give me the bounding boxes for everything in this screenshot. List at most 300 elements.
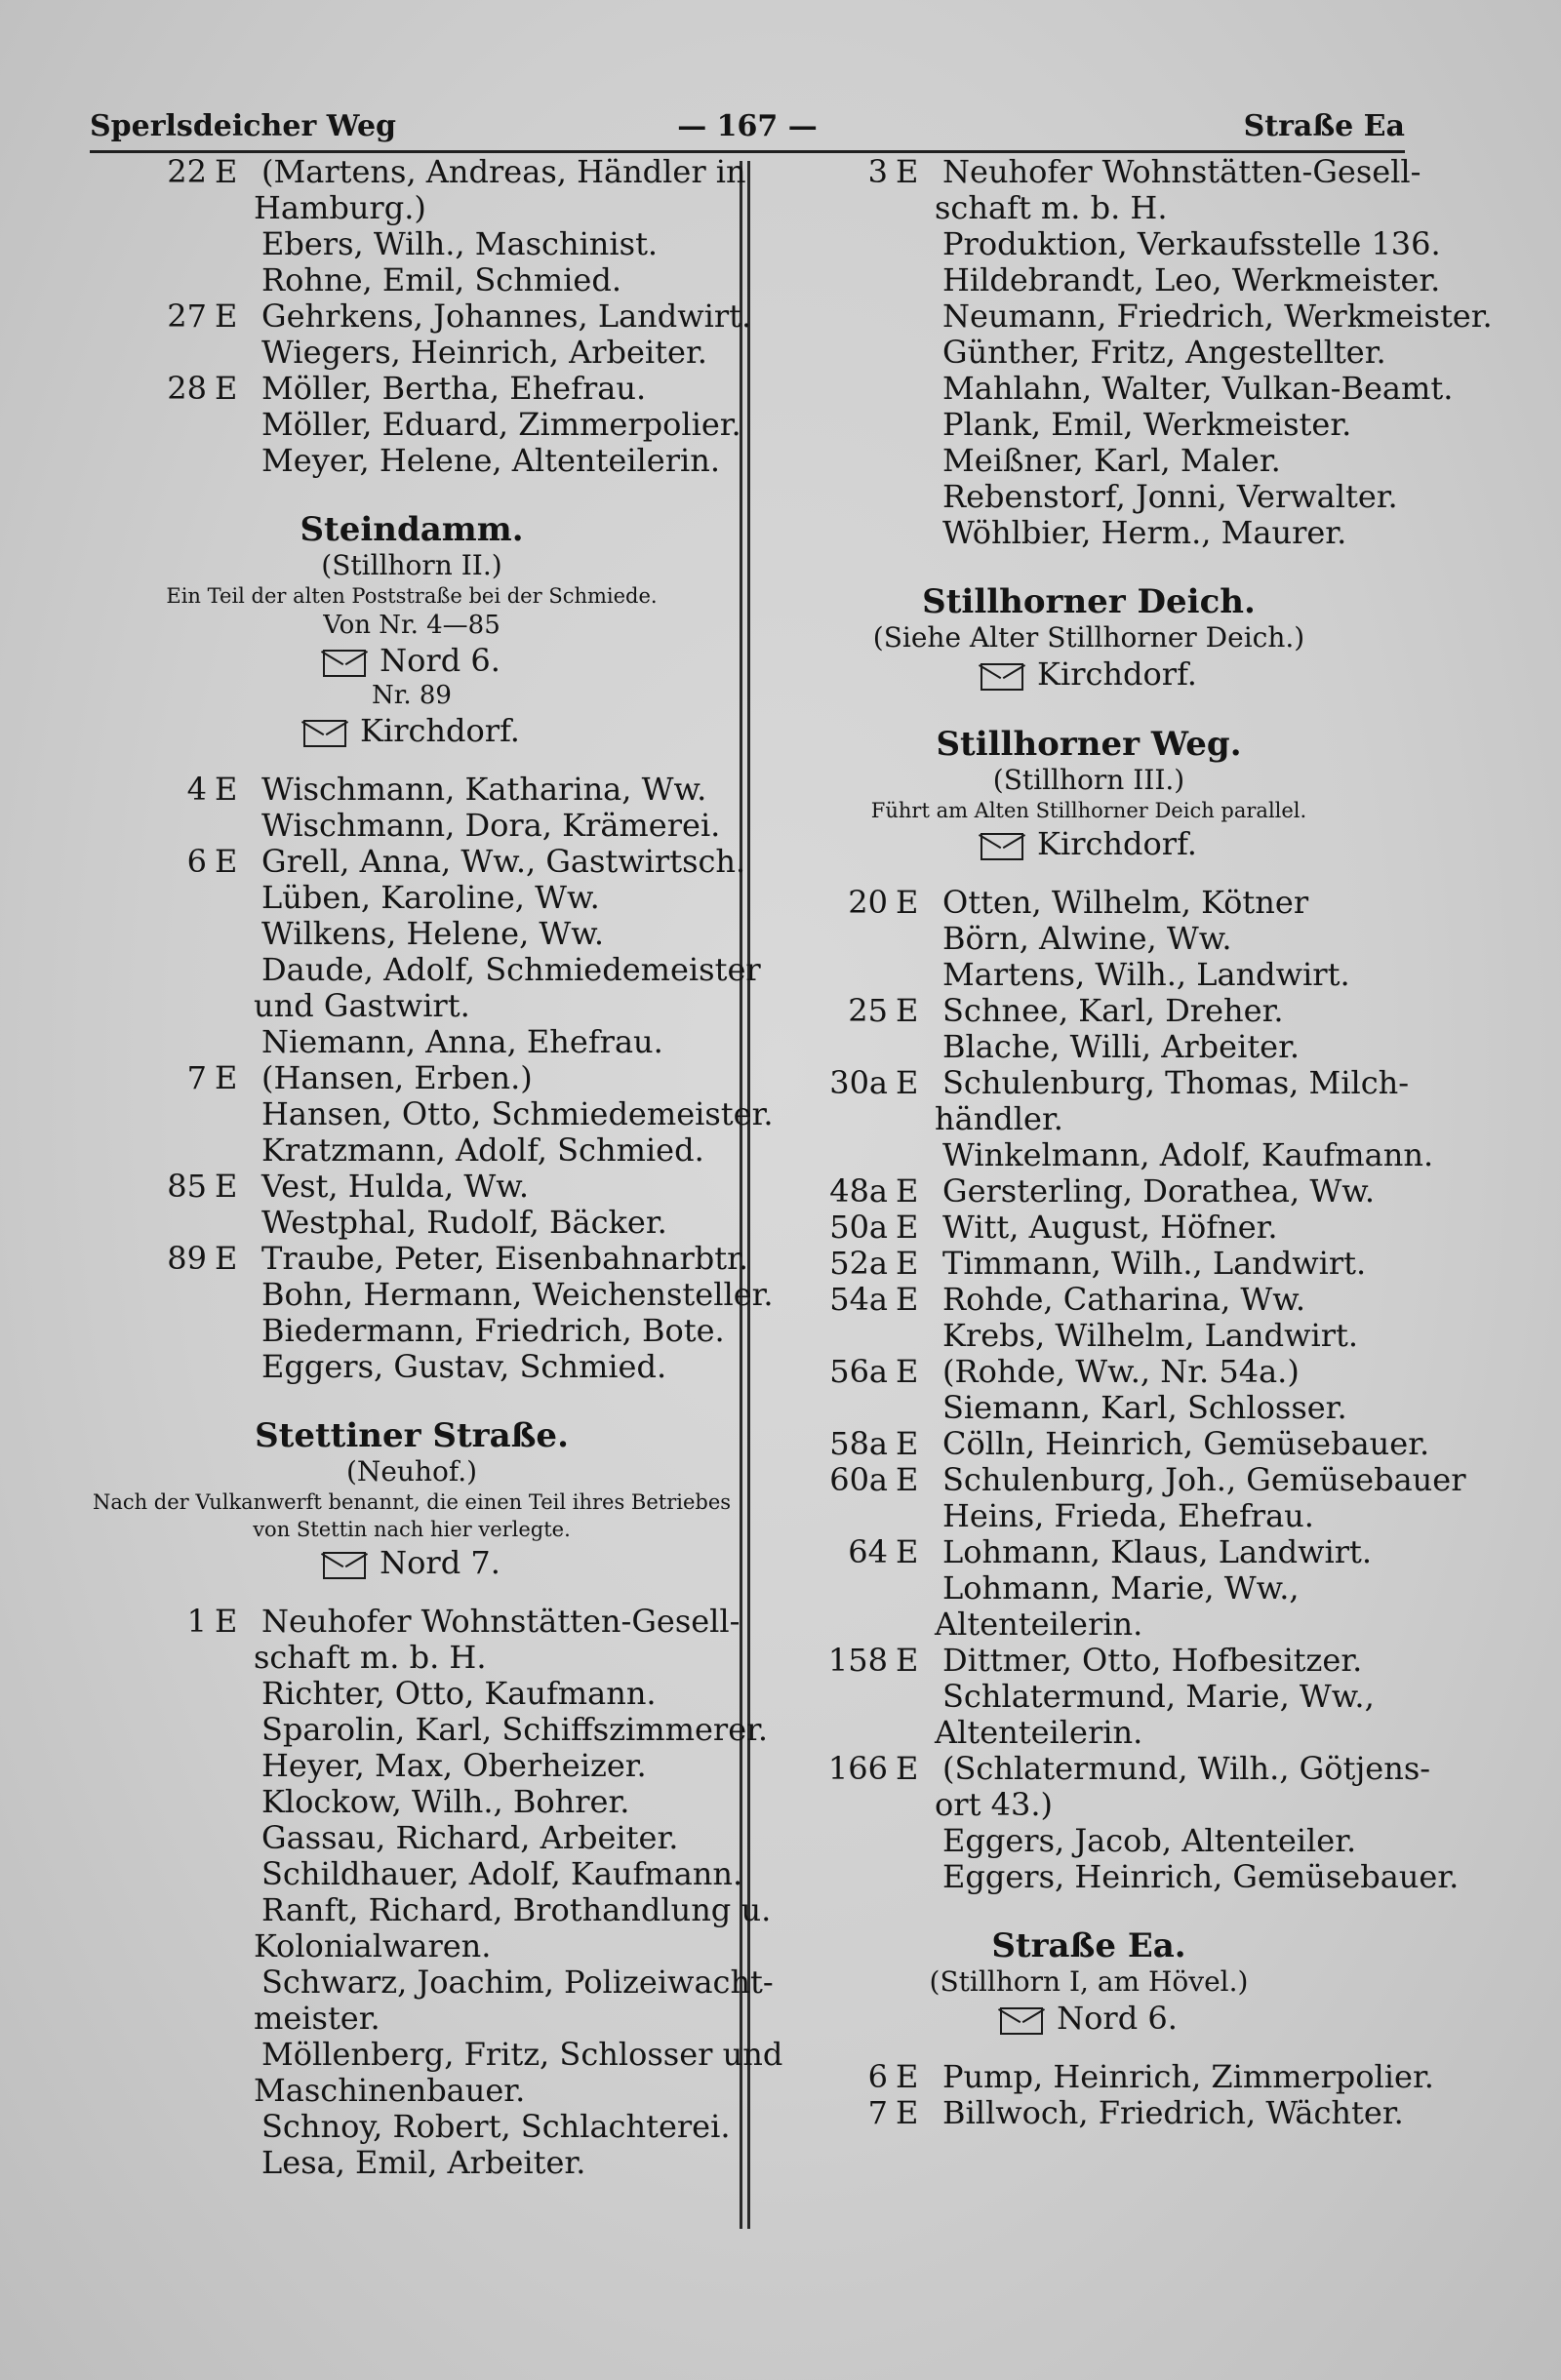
stillhorner-weg-entries [771, 884, 1466, 1895]
envelope-icon [323, 650, 366, 677]
resident-text: Schildhauer, Adolf, Kaufmann. [261, 1855, 743, 1892]
house-number [90, 1205, 215, 1241]
directory-entry [771, 1246, 1407, 1282]
house-number [771, 1137, 896, 1173]
entry-marker [215, 1096, 261, 1132]
left-top-entries [90, 153, 752, 479]
postal-label: Kirchdorf. [1037, 655, 1197, 693]
entry-continuation: ort 43.) [935, 1786, 1053, 1823]
house-number [90, 880, 215, 916]
house-number [90, 443, 215, 479]
directory-entry [771, 153, 1421, 190]
resident-text: Heins, Frieda, Ehefrau. [942, 1497, 1314, 1534]
house-number [771, 1859, 896, 1895]
resident-text: Schlatermund, Marie, Ww., [942, 1678, 1375, 1715]
house-number [90, 1132, 215, 1169]
resident-text: Neuhofer Wohnstätten-Gesell- [942, 153, 1421, 190]
directory-entry [771, 1643, 1407, 1679]
header-right: Straße Ea [1243, 109, 1405, 143]
postal-label: Nord 6. [380, 642, 500, 679]
resident-text: Timmann, Wilh., Landwirt. [942, 1245, 1367, 1282]
house-number [771, 515, 896, 551]
resident-text: Schnee, Karl, Dreher. [942, 992, 1284, 1029]
entry-marker [215, 407, 261, 443]
house-number [90, 1024, 215, 1060]
entry-marker: E [896, 1750, 919, 1787]
resident-text: Wischmann, Dora, Krämerei. [261, 807, 721, 844]
directory-entry [771, 443, 1407, 479]
directory-entry [771, 479, 1407, 515]
directory-entry [90, 1784, 734, 1820]
directory-entry [90, 1276, 774, 1313]
house-number: 48a [829, 1172, 888, 1210]
resident-text: Schulenburg, Thomas, Milch- [942, 1064, 1410, 1101]
house-number: 54a [829, 1281, 888, 1318]
postal-label: Kirchdorf. [1037, 825, 1197, 862]
resident-text: Siemann, Karl, Schlosser. [942, 1389, 1347, 1426]
directory-entry [90, 1169, 734, 1205]
resident-text: Schnoy, Robert, Schlachterei. [261, 2108, 731, 2145]
postal-district-stillhorner-weg [771, 824, 1407, 863]
house-number [90, 1784, 215, 1820]
resident-text: Ranft, Richard, Brothandlung u. [261, 1891, 772, 1928]
house-number [90, 1820, 215, 1856]
right-column [771, 153, 1493, 2131]
house-number [90, 262, 215, 298]
directory-entry [90, 1095, 774, 1132]
directory-entry [771, 2095, 1407, 2131]
entry-continuation: Altenteilerin. [935, 1606, 1143, 1643]
house-number [90, 952, 215, 988]
resident-text: Richter, Otto, Kaufmann. [261, 1675, 657, 1712]
entry-marker [896, 1823, 942, 1859]
entry-continuation: meister. [254, 2000, 380, 2037]
right-top-entries [771, 153, 1493, 551]
house-number [90, 2145, 215, 2181]
house-number [771, 1679, 896, 1715]
resident-text: Rohde, Catharina, Ww. [942, 1281, 1306, 1318]
directory-entry [90, 1676, 734, 1712]
entry-marker [896, 407, 942, 443]
directory-entry [771, 1498, 1407, 1534]
directory-entry [771, 1823, 1407, 1859]
directory-entry [90, 1855, 743, 1892]
resident-text: Wilkens, Helene, Ww. [261, 915, 605, 952]
resident-text: Westphal, Rudolf, Bäcker. [261, 1204, 667, 1241]
entry-marker [896, 479, 942, 515]
section-title-strasse-ea: Straße Ea. [991, 1926, 1186, 1965]
envelope-icon [1000, 2007, 1043, 2035]
entry-marker: E [215, 153, 238, 190]
directory-entry [771, 1029, 1407, 1065]
directory-entry [90, 371, 734, 407]
directory-entry [771, 1173, 1407, 1210]
house-number [90, 1964, 215, 2001]
house-number [90, 1313, 215, 1349]
directory-entry [90, 262, 734, 298]
house-number: 50a [829, 1209, 888, 1246]
steindamm-entries [90, 771, 774, 1385]
resident-text: Daude, Adolf, Schmiedemeister [261, 951, 761, 988]
house-number [90, 1712, 215, 1748]
directory-entry [90, 843, 746, 880]
entry-marker [215, 443, 261, 479]
postal-district-strasse-ea [771, 1999, 1407, 2038]
directory-entry [90, 335, 734, 371]
entry-marker [896, 957, 942, 993]
resident-text: Biedermann, Friedrich, Bote. [261, 1312, 725, 1349]
directory-entry [90, 1132, 734, 1169]
resident-text: Krebs, Wilhelm, Landwirt. [942, 1317, 1359, 1354]
house-number: 89 [167, 1240, 207, 1277]
entry-marker: E [896, 1281, 919, 1318]
directory-entry [90, 1240, 749, 1277]
resident-text: (Schlatermund, Wilh., Götjens- [942, 1750, 1431, 1787]
section-title-stettiner: Stettiner Straße. [255, 1416, 569, 1455]
page-number: — 167 — [677, 109, 818, 143]
directory-entry [90, 1313, 734, 1349]
house-number [90, 1856, 215, 1892]
house-number [771, 1498, 896, 1534]
resident-text: Lesa, Emil, Arbeiter. [261, 2144, 586, 2181]
entry-continuation: schaft m. b. H. [935, 189, 1168, 226]
resident-text: Schwarz, Joachim, Polizeiwacht- [261, 1964, 774, 2001]
resident-text: Günther, Fritz, Angestellter. [942, 334, 1386, 371]
section-title-steindamm: Steindamm. [300, 510, 524, 549]
postal-district-steindamm-2 [90, 711, 734, 750]
directory-entry [771, 1282, 1407, 1318]
resident-text: Grell, Anna, Ww., Gastwirtsch. [261, 843, 746, 880]
directory-entry [771, 1210, 1407, 1246]
entry-marker [215, 916, 261, 952]
entry-marker [215, 2145, 261, 2181]
section-subtitle-stettiner: (Neuhof.) [345, 1455, 478, 1488]
resident-text: Cölln, Heinrich, Gemüsebauer. [942, 1425, 1430, 1462]
resident-text: Wöhlbier, Herm., Maurer. [942, 514, 1347, 551]
entry-marker [215, 1892, 261, 1928]
entry-marker: E [896, 1533, 919, 1570]
entry-continuation: Hamburg.) [254, 189, 426, 226]
house-number: 28 [167, 370, 207, 407]
house-number: 85 [167, 1168, 207, 1205]
directory-entry [90, 1891, 772, 1928]
house-number [771, 443, 896, 479]
directory-entry [771, 370, 1454, 407]
house-number: 22 [167, 153, 207, 190]
directory-entry [771, 225, 1441, 262]
entry-continuation: Altenteilerin. [935, 1714, 1143, 1751]
entry-marker: E [215, 370, 238, 407]
house-number: 1 [186, 1603, 207, 1640]
resident-text: Bohn, Hermann, Weichensteller. [261, 1276, 774, 1313]
entry-marker: E [896, 1642, 919, 1679]
resident-text: Meyer, Helene, Altenteilerin. [261, 442, 721, 479]
entry-marker [896, 443, 942, 479]
entry-marker [896, 1390, 942, 1426]
resident-text: Billwoch, Friedrich, Wächter. [942, 2094, 1404, 2131]
directory-entry [90, 1603, 740, 1640]
house-number: 7 [186, 1059, 207, 1096]
entry-marker [896, 262, 942, 298]
entry-continuation: schaft m. b. H. [254, 1639, 487, 1676]
house-number [90, 1748, 215, 1784]
entry-marker [215, 1748, 261, 1784]
entry-marker [215, 1277, 261, 1313]
entry-marker: E [215, 298, 238, 335]
header-left: Sperlsdeicher Weg [90, 109, 397, 143]
resident-text: Eggers, Jacob, Altenteiler. [942, 1822, 1357, 1859]
section-note-stettiner: Nach der Vulkanwerft benannt, die einen Teil ihres Betriebes von Stettin nach hier verlegte. [92, 1490, 732, 1541]
entry-marker: E [896, 1425, 919, 1462]
house-number [771, 1318, 896, 1354]
envelope-icon [303, 720, 346, 747]
entry-marker [215, 1024, 261, 1060]
directory-entry [90, 443, 734, 479]
entry-continuation: Maschinenbauer. [254, 2072, 526, 2109]
entry-continuation: händler. [935, 1100, 1063, 1137]
entry-marker: E [896, 1209, 919, 1246]
directory-entry [90, 1820, 734, 1856]
directory-entry [90, 2109, 734, 2145]
house-number [90, 407, 215, 443]
house-number: 6 [186, 843, 207, 880]
directory-entry [771, 1679, 1407, 1715]
resident-text: Produktion, Verkaufsstelle 136. [942, 225, 1441, 262]
resident-text: Ebers, Wilh., Maschinist. [261, 225, 659, 262]
entry-marker: E [896, 1353, 919, 1390]
directory-entry [771, 1064, 1410, 1101]
entry-marker [215, 1964, 261, 2001]
entry-marker [896, 1498, 942, 1534]
resident-text: Rebenstorf, Jonni, Verwalter. [942, 478, 1398, 515]
house-number [771, 1570, 896, 1606]
resident-text: Lüben, Karoline, Ww. [261, 879, 600, 916]
house-number [90, 1096, 215, 1132]
directory-entry [771, 1534, 1407, 1570]
house-number [90, 1277, 215, 1313]
range-steindamm-1: Von Nr. 4—85 [323, 611, 500, 640]
directory-entry [771, 1461, 1466, 1498]
entry-marker [215, 1784, 261, 1820]
house-number [90, 1676, 215, 1712]
directory-entry [771, 1390, 1407, 1426]
postal-label: Kirchdorf. [360, 712, 520, 749]
resident-text: (Rohde, Ww., Nr. 54a.) [942, 1353, 1300, 1390]
directory-entry [90, 772, 734, 808]
resident-text: Niemann, Anna, Ehefrau. [261, 1023, 663, 1060]
directory-entry [771, 921, 1407, 957]
entry-marker [896, 1679, 942, 1715]
entry-marker [896, 371, 942, 407]
resident-text: Börn, Alwine, Ww. [942, 920, 1232, 957]
house-number [90, 2109, 215, 2145]
entry-marker: E [896, 1461, 919, 1498]
resident-text: Neumann, Friedrich, Werkmeister. [942, 298, 1493, 335]
entry-marker [215, 808, 261, 844]
resident-text: Martens, Wilh., Landwirt. [942, 956, 1350, 993]
range-steindamm-2: Nr. 89 [372, 681, 452, 710]
house-number: 158 [827, 1642, 888, 1679]
resident-text: Witt, August, Höfner. [942, 1209, 1278, 1246]
directory-entry [90, 1964, 774, 2001]
resident-text: Wiegers, Heinrich, Arbeiter. [261, 334, 707, 371]
page-header [90, 101, 1405, 150]
directory-entry [771, 1425, 1430, 1462]
directory-entry [771, 1750, 1431, 1787]
resident-text: Meißner, Karl, Maler. [942, 442, 1281, 479]
entry-marker: E [896, 884, 919, 921]
resident-text: Sparolin, Karl, Schiffszimmerer. [261, 1711, 769, 1748]
resident-text: Lohmann, Klaus, Landwirt. [942, 1533, 1373, 1570]
resident-text: Rohne, Emil, Schmied. [261, 261, 621, 298]
directory-entry [90, 226, 734, 262]
resident-text: Neuhofer Wohnstätten-Gesell- [261, 1603, 740, 1640]
section-subtitle-stillhorner-weg: (Stillhorn III.) [992, 764, 1185, 796]
directory-entry [90, 808, 734, 844]
directory-entry [771, 515, 1407, 551]
entry-marker [896, 921, 942, 957]
directory-entry [771, 407, 1407, 443]
directory-entry [90, 1205, 734, 1241]
entry-marker [215, 1820, 261, 1856]
resident-text: Otten, Wilhelm, Kötner [942, 884, 1309, 921]
house-number [90, 808, 215, 844]
entry-marker [896, 335, 942, 371]
directory-entry [771, 957, 1407, 993]
entry-marker: E [896, 2094, 919, 2131]
house-number: 27 [167, 298, 207, 335]
entry-marker [896, 1570, 942, 1606]
directory-entry [90, 406, 741, 443]
entry-marker: E [215, 1603, 238, 1640]
resident-text: Winkelmann, Adolf, Kaufmann. [942, 1136, 1434, 1173]
section-subtitle-stillhorner-deich: (Siehe Alter Stillhorner Deich.) [872, 621, 1305, 654]
entry-marker: E [215, 1059, 238, 1096]
entry-marker [215, 1313, 261, 1349]
resident-text: Gassau, Richard, Arbeiter. [261, 1819, 679, 1856]
house-number [771, 262, 896, 298]
resident-text: Plank, Emil, Werkmeister. [942, 406, 1352, 443]
resident-text: Eggers, Gustav, Schmied. [261, 1348, 667, 1385]
directory-entry [771, 261, 1441, 298]
house-number [771, 335, 896, 371]
resident-text: Hildebrandt, Leo, Werkmeister. [942, 261, 1441, 298]
entry-marker [215, 1349, 261, 1385]
resident-text: Traube, Peter, Eisenbahnarbtr. [261, 1240, 749, 1277]
directory-entry [771, 1858, 1460, 1895]
directory-entry [90, 153, 746, 190]
entry-marker: E [215, 843, 238, 880]
directory-entry [90, 298, 752, 335]
resident-text: Kratzmann, Adolf, Schmied. [261, 1131, 704, 1169]
entry-marker [215, 1712, 261, 1748]
resident-text: Gehrkens, Johannes, Landwirt. [261, 298, 752, 335]
entry-marker: E [896, 1245, 919, 1282]
resident-text: Möllenberg, Fritz, Schlosser und [261, 2036, 783, 2073]
directory-entry [771, 885, 1407, 921]
envelope-icon [981, 833, 1023, 860]
house-number [771, 957, 896, 993]
house-number [771, 371, 896, 407]
resident-text: Vest, Hulda, Ww. [261, 1168, 530, 1205]
resident-text: Möller, Bertha, Ehefrau. [261, 370, 647, 407]
entry-marker [215, 1132, 261, 1169]
entry-marker: E [215, 1240, 238, 1277]
house-number: 7 [867, 2094, 888, 2131]
resident-text: Hansen, Otto, Schmiedemeister. [261, 1095, 774, 1132]
house-number [771, 226, 896, 262]
postal-district-stillhorner-deich [771, 654, 1407, 694]
directory-entry [90, 1711, 769, 1748]
resident-text: Pump, Heinrich, Zimmerpolier. [942, 2058, 1434, 2095]
directory-entry [771, 2058, 1434, 2095]
entry-marker: E [896, 153, 919, 190]
resident-text: Mahlahn, Walter, Vulkan-Beamt. [942, 370, 1454, 407]
entry-marker [215, 880, 261, 916]
house-number: 166 [827, 1750, 888, 1787]
house-number: 6 [867, 2058, 888, 2095]
house-number [90, 1892, 215, 1928]
resident-text: Gersterling, Dorathea, Ww. [942, 1172, 1375, 1210]
house-number [771, 1029, 896, 1065]
house-number: 4 [186, 771, 207, 808]
resident-text: Blache, Willi, Arbeiter. [942, 1028, 1301, 1065]
resident-text: Heyer, Max, Oberheizer. [261, 1747, 647, 1784]
house-number [771, 479, 896, 515]
house-number: 25 [848, 992, 888, 1029]
directory-entry [771, 298, 1493, 335]
postal-district-steindamm-1 [90, 641, 734, 680]
section-subtitle-steindamm: (Stillhorn II.) [321, 549, 502, 581]
entry-marker [215, 1205, 261, 1241]
postal-district-stettiner [90, 1543, 734, 1582]
directory-entry [771, 1354, 1407, 1390]
entry-continuation: und Gastwirt. [254, 987, 470, 1024]
house-number [771, 298, 896, 335]
directory-entry [90, 2036, 783, 2073]
postal-label: Nord 6. [1057, 2000, 1178, 2037]
directory-entry [771, 1318, 1407, 1354]
entry-marker [896, 226, 942, 262]
left-column [90, 153, 783, 2181]
entry-marker: E [215, 771, 238, 808]
directory-entry [771, 1570, 1407, 1606]
entry-marker: E [896, 1172, 919, 1210]
house-number: 52a [829, 1245, 888, 1282]
entry-marker [215, 1676, 261, 1712]
directory-entry [90, 1748, 734, 1784]
house-number [90, 1349, 215, 1385]
entry-marker: E [215, 1168, 238, 1205]
house-number: 30a [829, 1064, 888, 1101]
entry-continuation: Kolonialwaren. [254, 1927, 492, 1964]
resident-text: Dittmer, Otto, Hofbesitzer. [942, 1642, 1363, 1679]
entry-marker: E [896, 2058, 919, 2095]
envelope-icon [323, 1552, 366, 1579]
house-number [90, 2037, 215, 2073]
house-number [90, 916, 215, 952]
resident-text: Möller, Eduard, Zimmerpolier. [261, 406, 741, 443]
directory-entry [90, 951, 761, 988]
entry-marker [896, 1029, 942, 1065]
resident-text: Eggers, Heinrich, Gemüsebauer. [942, 1858, 1460, 1895]
entry-marker: E [896, 1064, 919, 1101]
postal-label: Nord 7. [380, 1544, 500, 1581]
entry-marker [215, 2109, 261, 2145]
house-number: 20 [848, 884, 888, 921]
entry-marker [896, 298, 942, 335]
entry-marker [896, 1859, 942, 1895]
